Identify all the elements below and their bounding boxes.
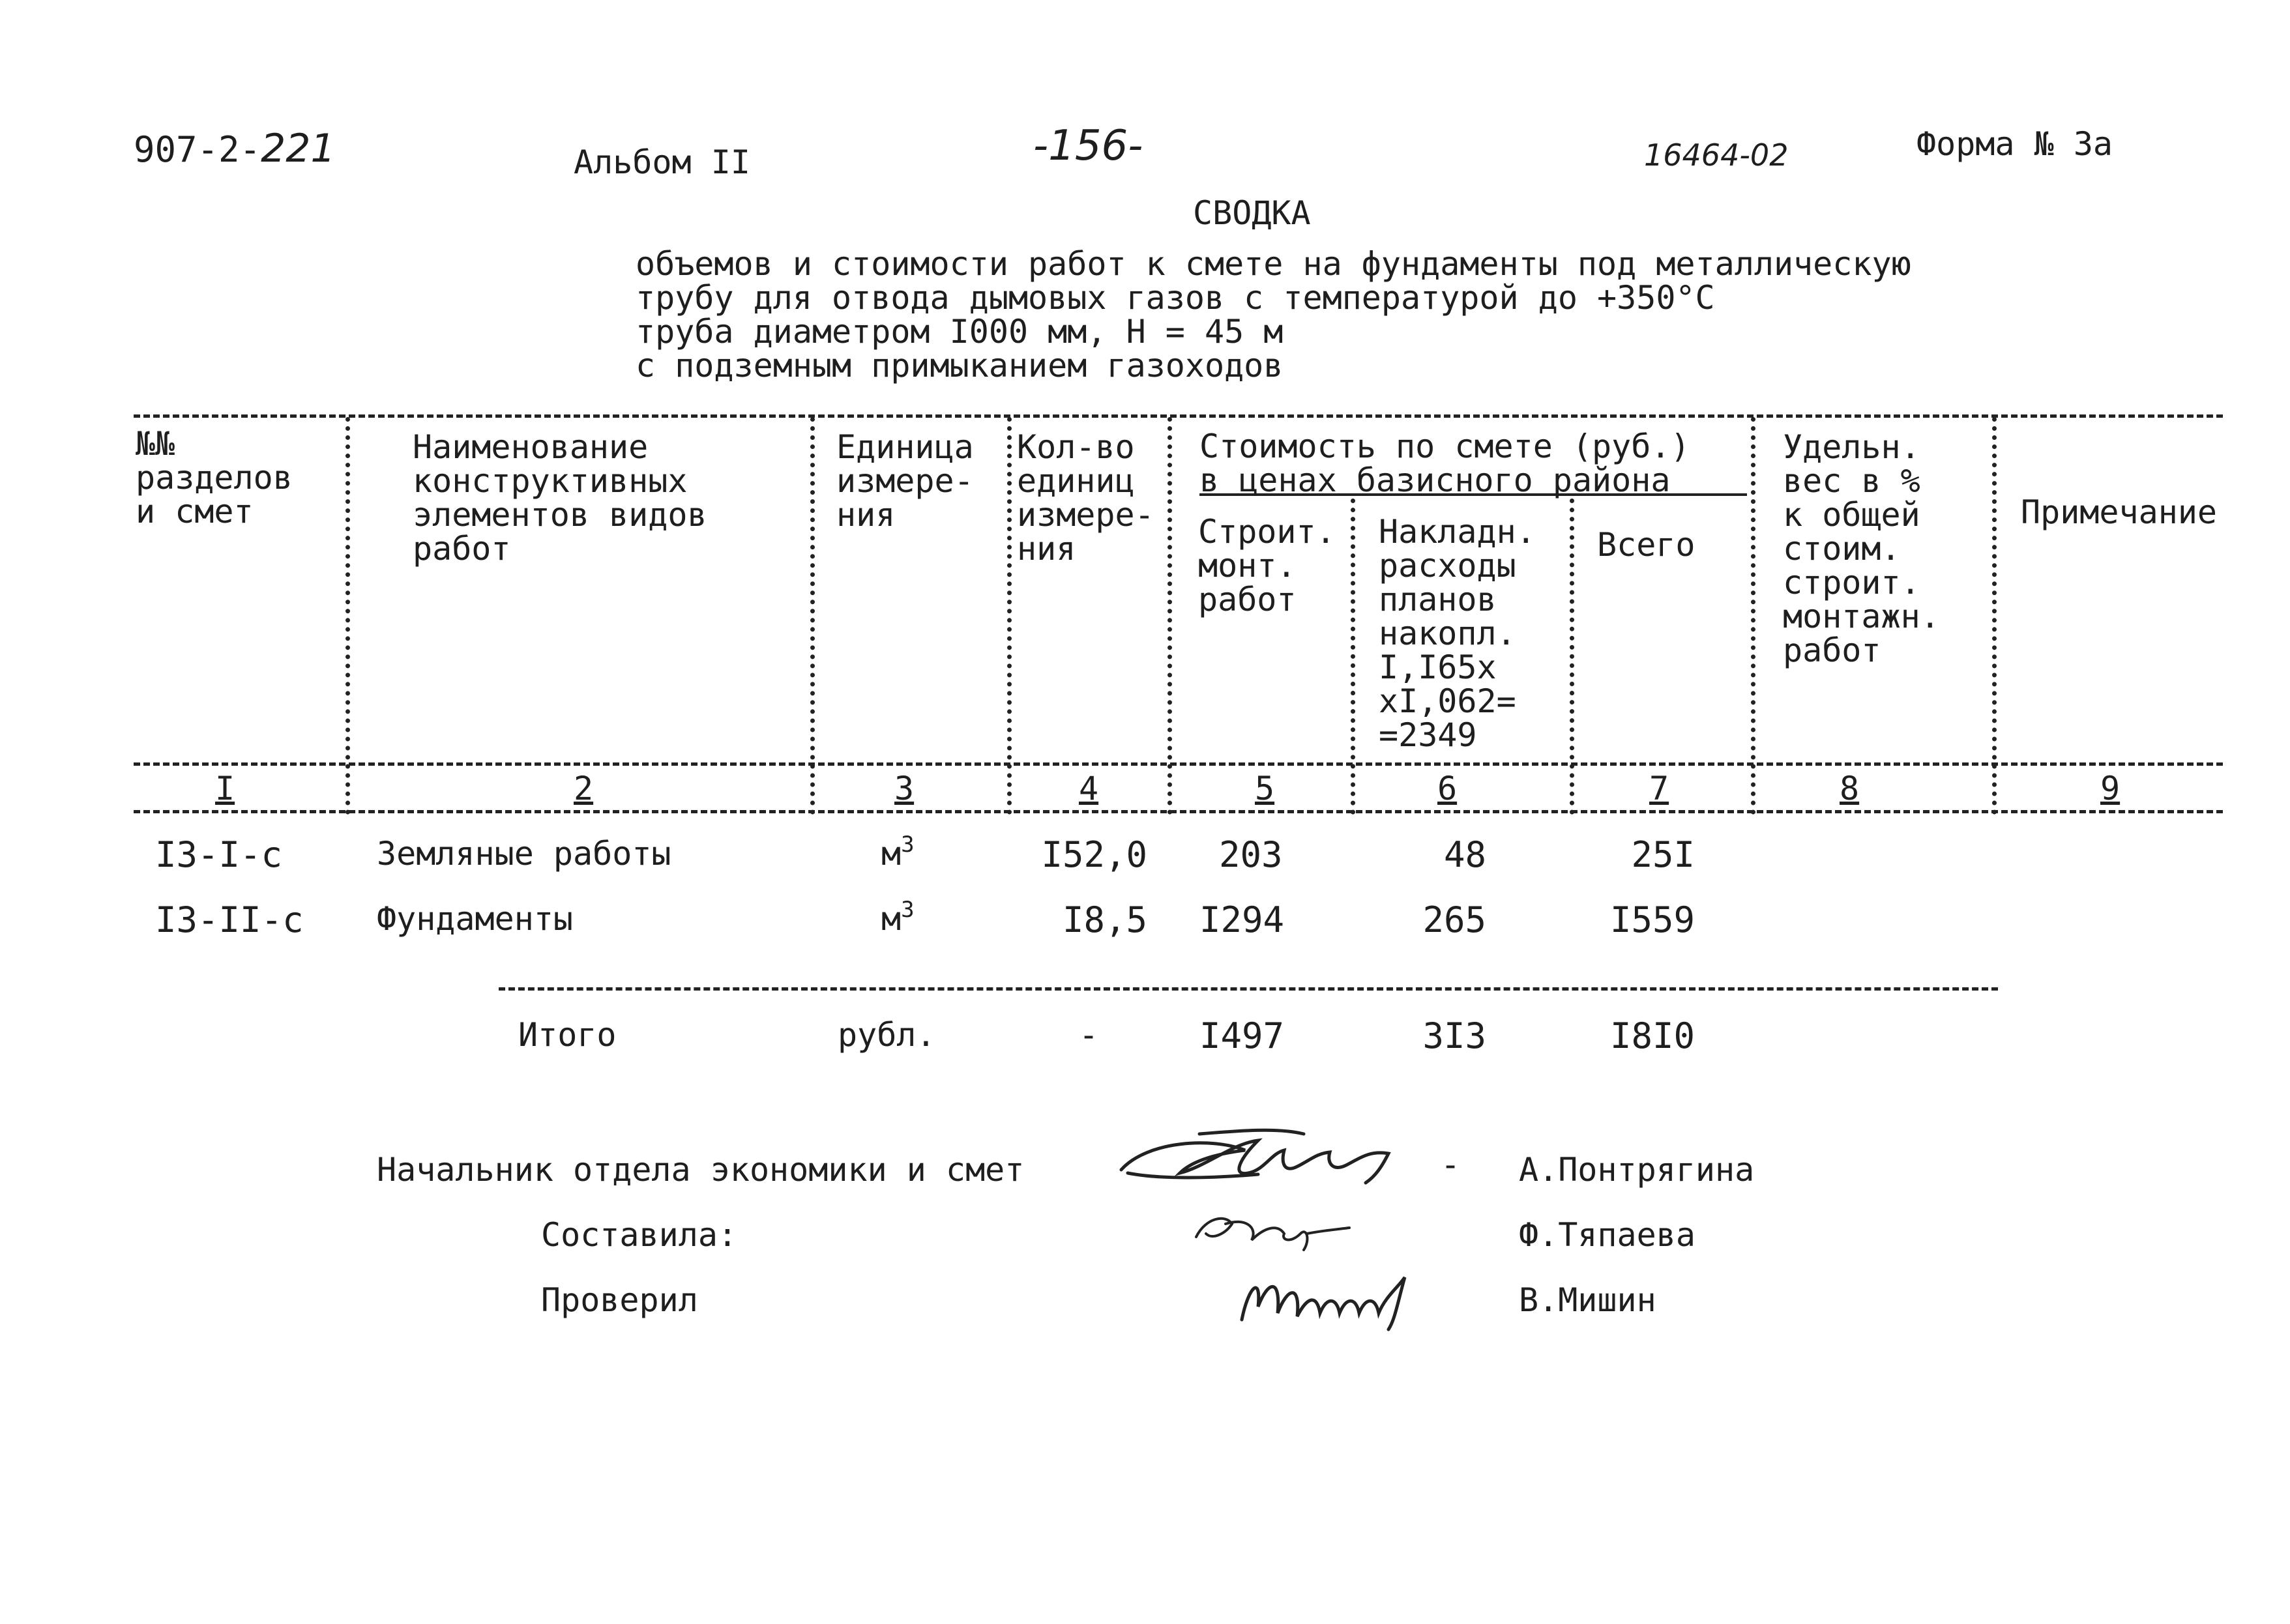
col-divider-5 <box>1351 499 1355 815</box>
column-number-2: 2 <box>574 770 594 807</box>
total-construction: I497 <box>1199 1015 1285 1056</box>
doc-code-typed: 907-2- <box>134 129 261 170</box>
header-overhead: Накладн. расходы планов накопл. I,I65x xI,062= =2349 <box>1379 513 1536 754</box>
header-cost-group: Стоимость по смете (руб.) <box>1199 428 1690 465</box>
total-quantity: - <box>1079 1016 1099 1054</box>
col-divider-6 <box>1570 499 1574 815</box>
row-2-overhead: 265 <box>1422 899 1486 940</box>
column-number-5: 5 <box>1255 770 1275 807</box>
title-line-4: с подземным примыканием газоходов <box>636 347 1284 384</box>
header-bottom-rule <box>134 762 2223 766</box>
column-number-8: 8 <box>1840 770 1860 807</box>
column-number-1: I <box>215 770 235 807</box>
row-2-total: I559 <box>1609 899 1695 940</box>
album-label: Альбом II <box>574 143 750 181</box>
signature-dash-1: - <box>1441 1146 1461 1183</box>
header-unit: Единица измере- ния <box>836 428 974 534</box>
header-quantity: Кол-во единиц измере- ния <box>1017 428 1154 568</box>
signature-handwritten-3 <box>1232 1261 1428 1339</box>
col-divider-8 <box>1992 417 1997 815</box>
header-note: Примечание <box>2021 493 2218 531</box>
header-specific-weight: Удельн. вес в % к общей стоим. строит. монтажн. работ <box>1783 428 1940 669</box>
column-number-3: 3 <box>894 770 915 807</box>
signature-name-3: В.Мишин <box>1519 1281 1656 1319</box>
col-divider-4 <box>1167 417 1172 815</box>
inventory-number: 16464-02 <box>1644 138 1789 173</box>
total-label: Итого <box>518 1016 617 1054</box>
total-unit: рубл. <box>838 1016 936 1054</box>
row-1-construction: 203 <box>1219 834 1283 875</box>
table-top-rule <box>134 414 2223 418</box>
header-construction-cost: Строит. монт. работ <box>1198 513 1336 618</box>
title-line-1: объемов и стоимости работ к смете на фундаменты под металлическую <box>636 245 1911 283</box>
row-1-unit <box>881 832 915 873</box>
row-2-unit-text: м <box>881 900 902 938</box>
column-number-4: 4 <box>1079 770 1099 807</box>
row-1-unit-text: м <box>881 835 902 873</box>
column-number-6: 6 <box>1437 770 1458 807</box>
row-2-name: Фундаменты <box>377 900 574 938</box>
header-cost-group-sub: в ценах базисного района <box>1199 461 1671 499</box>
row-2-section: I3-II-с <box>155 899 304 940</box>
row-2-unit <box>881 897 915 938</box>
signature-role-2: Составила: <box>541 1216 738 1254</box>
row-2-quantity: I8,5 <box>1062 899 1147 940</box>
row-1-name: Земляные работы <box>377 835 671 873</box>
row-1-total: 25I <box>1631 834 1695 875</box>
col-divider-7 <box>1751 417 1755 815</box>
signature-handwritten-1 <box>1108 1114 1434 1199</box>
summary-heading: СВОДКА <box>1193 194 1311 232</box>
row-2-construction: I294 <box>1199 899 1285 940</box>
signature-role-3: Проверил <box>541 1281 698 1319</box>
row-2-unit-exponent: 3 <box>901 897 915 923</box>
form-label: Форма № 3а <box>1916 125 2113 163</box>
page-number: -156- <box>1033 122 1143 170</box>
total-overhead: 3I3 <box>1422 1015 1486 1056</box>
total-sum: I8I0 <box>1609 1015 1695 1056</box>
column-number-7: 7 <box>1649 770 1669 807</box>
col-divider-2 <box>810 417 815 815</box>
column-numbers-rule <box>134 810 2223 813</box>
signature-name-2: Ф.Тяпаева <box>1519 1216 1695 1254</box>
row-1-overhead: 48 <box>1443 834 1486 875</box>
row-1-quantity: I52,0 <box>1041 834 1147 875</box>
header-element-name: Наименование конструктивных элементов видов работ <box>413 428 707 568</box>
total-separator-rule <box>499 987 1998 991</box>
signature-handwritten-2 <box>1186 1204 1356 1256</box>
title-line-3: труба диаметром I000 мм, Н = 45 м <box>636 313 1284 351</box>
doc-code-handwritten: 221 <box>261 126 336 171</box>
header-section-number: №№ разделов и смет <box>136 425 293 530</box>
signature-role-1: Начальник отдела экономики и смет <box>377 1151 1025 1189</box>
signature-name-1: А.Понтрягина <box>1519 1151 1755 1189</box>
row-1-unit-exponent: 3 <box>901 832 915 858</box>
title-line-2: трубу для отвода дымовых газов с температурой до +350°С <box>636 279 1715 317</box>
row-1-section: I3-I-с <box>155 834 283 875</box>
header-total: Всего <box>1597 526 1695 564</box>
col-divider-3 <box>1007 417 1012 815</box>
column-number-9: 9 <box>2100 770 2121 807</box>
doc-code <box>134 126 336 171</box>
col-divider-1 <box>345 417 350 815</box>
